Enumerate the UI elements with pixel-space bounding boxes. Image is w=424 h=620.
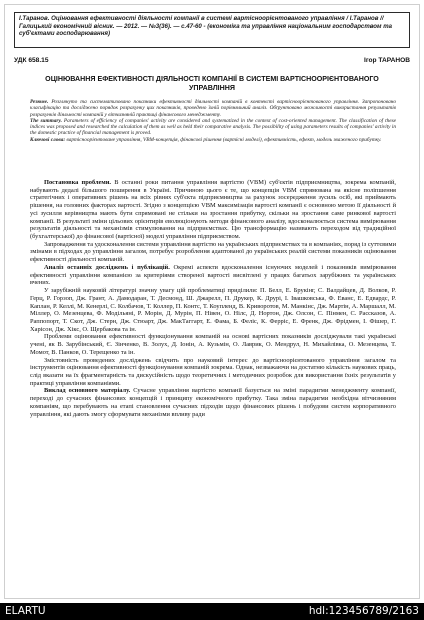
abstract-ua-text: Розглянуто та систематизовано показники ефективності діяльності компаній в контексті вартісноорієнтованого управління. Запропоновано класифікацію та досліджено порядок розрахунку цих показників, проведено їхній порівняльний аналіз. Обґрунтовано можливості використання результатів розрахунків діяльності компаній у вітчизняній практиці фінансового менеджменту. — [30, 99, 396, 118]
repository-name: ELARTU — [5, 605, 46, 617]
paragraph-goal — [30, 387, 396, 418]
abstract-en — [30, 118, 396, 137]
heading-goal: Виклад основного матеріалу. — [44, 387, 131, 395]
paragraph-4: У зарубіжній науковій літературі значну увагу цій проблематиці приділили: П. Белл, Е. Брукінг, С. Валдайцев, Д. Волков, Р. Герц, Р. Горзоп, Дж. Грант, А. Дамодаран, Т. Десмонд, Ш. Джарелл, П. Друкер, К. Друрі, І. Івашковська, Ф. Еванс, Е. Едвардс, Р. Каплан, Р. Келлі, М. Кенерлі, С. Колбачов, Т. Коллер, П. Контс, Т. Коупленд, В. Криворотов, М. Манкінс, Дж. Мартін, А. Маршалл, М. Міллер, О. Мезенцева, Ф. Модільяні, Р. Морін, Д. Мурін, П. Нівен, О. Нілс, Д. Нортон, Дж. Олсон, С. Пінмен, С. Рассказов, А. Раппопорт, Т. Скот, Дж. Стерн, Дж. Стюарт, Дж. МакТаггарт, Е. Фама, Б. Феліс, К. Ферріс, Е. Френк, Дж. Фрідмен, І. Фішер, Г. Харісон, Дж. Хікс, О. Щербакова та ін. — [30, 287, 396, 333]
paragraph-problem — [30, 179, 396, 241]
paragraph-2: Запровадження та удосконалення системи управління вартістю на українських підприємствах та в компаніях, поряд із суттєвими змінами в підходах до управління загалом, потребує розроблення адаптованої до українських реалій системи показників оцінювання ефективності діяльності компаній. — [30, 240, 396, 264]
viewer-footer-bar — [0, 603, 424, 620]
keywords-label: Ключові слова: — [30, 136, 66, 143]
udk-author-row — [14, 57, 410, 67]
paragraph-5: Проблеми оцінювання ефективності функціонування компаній на основі вартісних показників досліджували такі українські учені, як В. Зарубінський, Є. Зінченко, В. Золух, Д. Іонін, А. Кузьмін, О. Лаврик, О. Мендрул, Н. Михайлівка, О. Мезенцева, Т. Момот, В. Панков, О. Терещенко та ін. — [30, 333, 396, 356]
analysis-text: Окремі аспекти вдосконалення існуючих моделей і показників вимірювання ефективності управління компанією за критеріями створеної вартості висвітлені у працях багатьох зарубіжних та українських вчених. — [30, 263, 397, 287]
keywords — [30, 137, 396, 143]
heading-analysis: Аналіз останніх досліджень і публікацій. — [44, 263, 170, 271]
article-body — [30, 179, 396, 418]
udk-code: УДК 658.15 — [14, 57, 49, 64]
handle-identifier: hdl:123456789/2163 — [308, 605, 419, 617]
citation-header — [14, 12, 410, 48]
heading-problem: Постановка проблеми. — [44, 179, 112, 186]
citation-text: І.Таранов. Оцінювання ефективності діяльності компанії в системі вартісноорієнтованого управління / І.Таранов // Галицький економічний вісник. — 2012. — №3(36). — с.47-60 - (економіка та управління національним господарством та суб'єктами господарювання) — [19, 15, 393, 38]
goal-text: Сучасне управління вартістю компанії базується на зміні парадигми менеджменту компанії, переході до сучасних фінансових концепцій і принципу економічного прибутку. Така зміна парадигми необхідна вітчизняним компаніям, що перебувають на етапі становлення сучасних підходів щодо фінансових рішень і побудови систем корпоративного управління, які дають змогу сформувати механізми впливу ради — [30, 387, 396, 418]
paragraph-6: Змістовність проведених досліджень свідчить про науковий інтерес до вартісноорієнтованого управління загалом та інструментів оцінювання ефективності функціонування компаній зокрема. Однак, незважаючи на достатню кількість наукових праць, слід вказати на їх фрагментарність та дискусійність щодо теоретичних і методичних розробок для використання їхніх результатів у практиці управління компаніями. — [30, 356, 396, 387]
author-name: Ігор ТАРАНОВ — [364, 57, 410, 64]
problem-text: В останні роки питання управління вартістю (VBM) суб'єктів підприємництва, зокрема компаній, набувають дедалі більшого поширення в Україні. Причиною цього є те, що концепція VBM спрямована на якісне поліпшення стратегічних і оперативних рішень на всіх рівнях суб'єкта підприємництва за рахунок зосередження зусиль осіб, які приймають рішення, на головних факторах вартості. Згідно з концепцією VBM максимізація вартості компанії є основною метою її діяльності й усі зусилля керівництва мають бути спрямовані не стільки на зростання прибутку, скільки на зростання саме ринкової вартості компанії. В результаті зміни цільових орієнтирів еволюціонують методи фінансового аналізу, вдосконалюється система вимірювання результатів діяльності та механізмів стимулювання на підприємствах. Цю трансформацію називають переходом від традиційної (бухгалтерської) до фінансової (вартісної) моделі управління підприємством. — [30, 179, 396, 241]
abstract-en-text: Parameters of efficiency of companies' activity are considered and systematized in the context of cost-oriented management. The classification of these indices was proposed and researched the calculation of them as well as held their comparative analysis. The possibility of using parameters results of companies' activity in the domestic practice of financial management is proved. — [30, 117, 396, 137]
paragraph-analysis — [30, 264, 396, 287]
abstract-ua — [30, 99, 396, 118]
keywords-text: вартісноорієнтоване управління, VBM-концепція, фінансові рішення (вартісні моделі), ефективність, ефект, модель зваженого прибутку. — [65, 136, 382, 143]
abstract-ua-label: Резюме. — [30, 99, 49, 105]
article-title: ОЦІНЮВАННЯ ЕФЕКТИВНОСТІ ДІЯЛЬНОСТІ КОМПАНІЇ В СИСТЕМІ ВАРТІСНООРІЄНТОВАНОГО УПРАВЛІННЯ — [45, 75, 379, 92]
abstract-en-label: The summary. — [30, 117, 62, 124]
abstract-block — [30, 99, 396, 143]
